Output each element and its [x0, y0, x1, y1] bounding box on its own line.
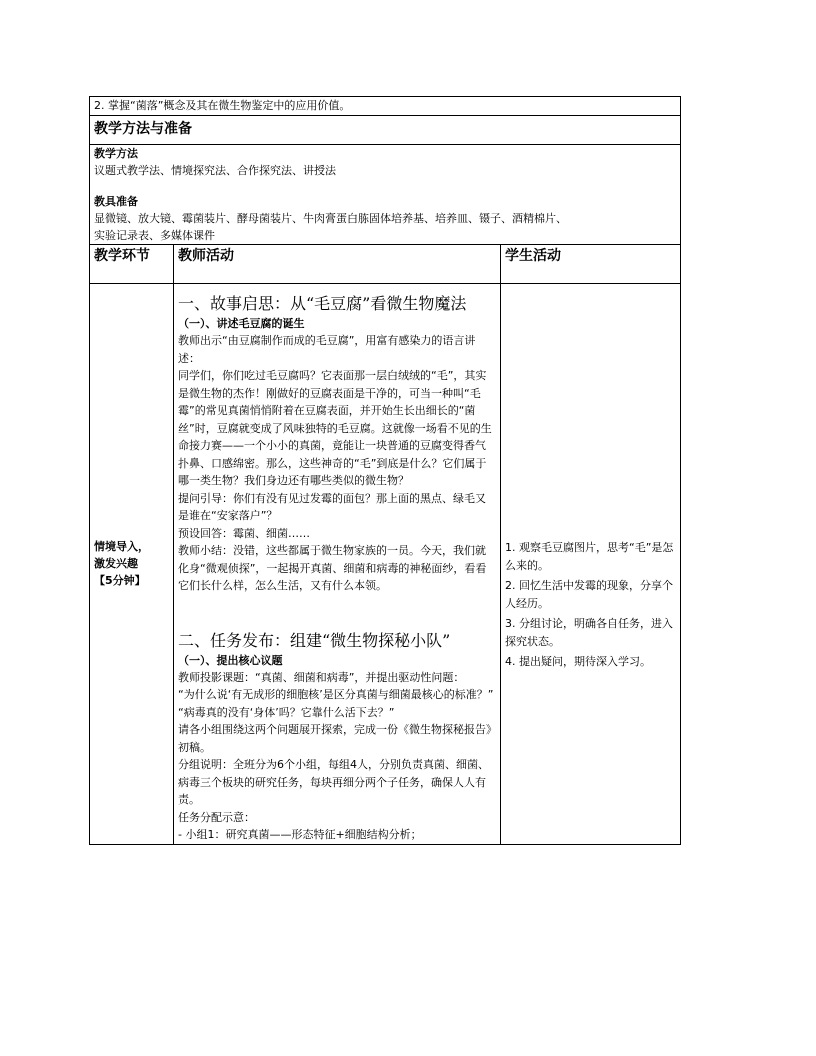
objective-text: 2. 掌握“菌落”概念及其在微生物鉴定中的应用价值。: [90, 97, 681, 116]
spacer: [178, 595, 496, 631]
teacher-paragraph: 同学们，你们吃过毛豆腐吗？它表面那一层白绒绒的“毛”，其实是微生物的杰作！刚做好的豆腐表面是干净的，可当一种叫“毛霉”的常见真菌悄悄附着在豆腐表面，并开始生长出细长的“菌丝”时，豆腐就变成了风味独特的毛豆腐。这就像一场看不见的生命接力赛——一个小小的真菌，竟能让一块普通的豆腐变得香气扑鼻、口感绵密。那么，这些神奇的“毛”到底是什么？它们属于哪一类生物？我们身边还有哪些类似的微生物？: [178, 369, 492, 487]
teacher-paragraph: 任务分配示意：: [178, 810, 255, 824]
methods-content-row: [90, 145, 681, 245]
teacher-paragraph: 预设回答：霉菌、细菌……: [178, 526, 310, 540]
student-activity-item: 4. 提出疑问，期待深入学习。: [505, 655, 651, 668]
stage-cell: [90, 284, 174, 845]
teacher-activity-cell: [174, 284, 501, 845]
tools-text-line-1: 显微镜、放大镜、霉菌装片、酵母菌装片、牛肉膏蛋白胨固体培养基、培养皿、镊子、酒精棉片、: [94, 212, 567, 225]
section-heading-methods: 教学方法与准备: [90, 116, 681, 145]
teacher-paragraph: 教师出示“由豆腐制作而成的毛豆腐”，用富有感染力的语言讲述：: [178, 334, 476, 365]
column-header-row: [90, 245, 681, 284]
stage-line-2: 激发兴趣: [94, 557, 138, 571]
spacer: [94, 179, 676, 193]
methods-text: 议题式教学法、情境探究法、合作探究法、讲授法: [94, 164, 336, 177]
objective-row: [90, 97, 681, 116]
header-stage: 教学环节: [90, 245, 174, 284]
teacher-paragraph: 请各小组围绕这两个问题展开探索，完成一份《微生物探秘报告》初稿。: [178, 723, 492, 754]
teacher-paragraph: 教师投影课题：“真菌、细菌和病毒”，并提出驱动性问题：: [178, 670, 465, 684]
teacher-paragraph: 分组说明：全班分为6个小组，每组4人，分别负责真菌、细菌、病毒三个板块的研究任务，每块再细分两个子任务，确保人人有责。: [178, 758, 489, 806]
lesson-plan-sheet: [89, 96, 680, 845]
stage-duration: 【5分钟】: [94, 574, 146, 588]
tools-label: 教具准备: [94, 195, 138, 208]
teacher-paragraph: 教师小结：没错，这些都属于微生物家族的一员。今天，我们就化身“微观侦探”，一起揭开真菌、细菌和病毒的神秘面纱，看看它们长什么样，怎么生活，又有什么本领。: [178, 544, 487, 592]
header-teacher: 教师活动: [174, 245, 501, 284]
student-activity-item: 3. 分组讨论，明确各自任务，进入探究状态。: [505, 617, 673, 648]
part1-subtitle: （一）、讲述毛豆腐的诞生: [178, 317, 305, 330]
methods-heading-row: [90, 116, 681, 145]
teacher-paragraph: “病毒真的没有‘身体’吗？它靠什么活下去？”: [178, 705, 395, 719]
teacher-paragraph: 提问引导：你们有没有见过发霉的面包？那上面的黑点、绿毛又是谁在“安家落户”？: [178, 491, 486, 522]
teacher-paragraph: “为什么说‘有无成形的细胞核’是区分真菌与细菌最核心的标准？”: [178, 688, 494, 701]
part2-title: 二、任务发布：组建“微生物探秘小队”: [178, 630, 451, 650]
part2-subtitle: （一）、提出核心议题: [178, 653, 283, 667]
tools-text-line-2: 实验记录表、多媒体课件: [94, 229, 215, 242]
activity-row: [90, 284, 681, 845]
student-activity-list: [505, 539, 676, 671]
student-activity-item: 2. 回忆生活中发霉的现象，分享个人经历。: [505, 579, 673, 610]
teacher-paragraph: - 小组1：研究真菌——形态特征+细胞结构分析；: [178, 828, 422, 841]
lesson-plan-table: [89, 96, 681, 845]
student-activity-item: 1. 观察毛豆腐图片，思考“毛”是怎么来的。: [505, 541, 674, 572]
part1-title: 一、故事启思：从“毛豆腐”看微生物魔法: [178, 294, 467, 313]
stage-line-1: 情境导入，: [94, 540, 149, 554]
student-activity-cell: [501, 284, 681, 845]
methods-content: [90, 145, 681, 245]
header-student: 学生活动: [501, 245, 681, 284]
methods-label: 教学方法: [94, 147, 138, 160]
